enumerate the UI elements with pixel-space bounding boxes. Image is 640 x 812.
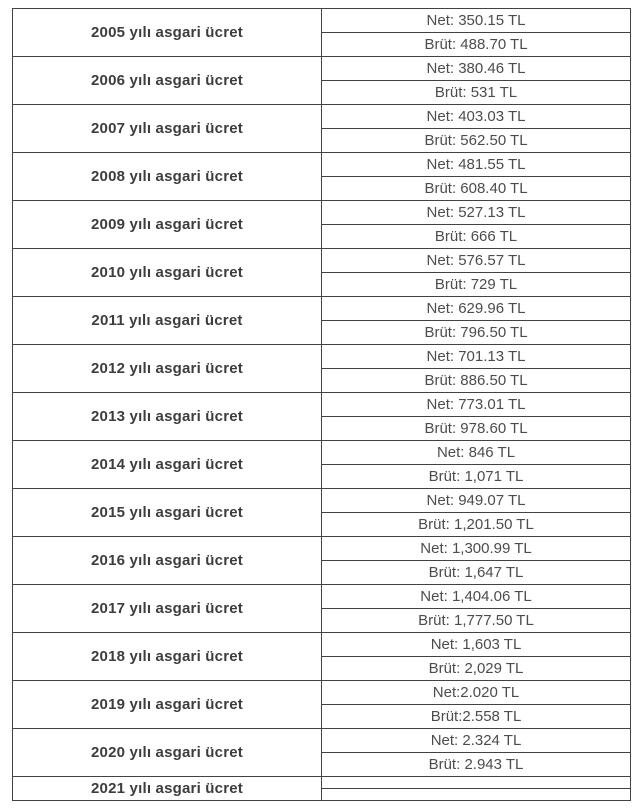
brut-value: Brüt: 729 TL [322,273,631,297]
net-value: Net: 403.03 TL [322,105,631,129]
minimum-wage-table [12,8,631,801]
year-label: 2010 yılı asgari ücret [13,249,322,297]
year-block-2008 [13,153,631,201]
year-block-2012 [13,345,631,393]
net-value: Net: 576.57 TL [322,249,631,273]
year-block-2021 [13,777,631,801]
net-value: Net: 773.01 TL [322,393,631,417]
brut-value: Brüt: 531 TL [322,81,631,105]
year-block-2011 [13,297,631,345]
net-value: Net: 949.07 TL [322,489,631,513]
brut-value: Brüt: 608.40 TL [322,177,631,201]
year-block-2014 [13,441,631,489]
net-value [322,777,631,789]
year-label: 2019 yılı asgari ücret [13,681,322,729]
year-block-2013 [13,393,631,441]
year-label: 2015 yılı asgari ücret [13,489,322,537]
brut-value: Brüt: 886.50 TL [322,369,631,393]
net-value: Net: 481.55 TL [322,153,631,177]
year-block-2019 [13,681,631,729]
net-value: Net: 1,603 TL [322,633,631,657]
year-block-2010 [13,249,631,297]
year-label: 2020 yılı asgari ücret [13,729,322,777]
brut-value [322,789,631,801]
net-value: Net: 629.96 TL [322,297,631,321]
year-block-2006 [13,57,631,105]
year-label: 2009 yılı asgari ücret [13,201,322,249]
net-value: Net: 846 TL [322,441,631,465]
year-block-2015 [13,489,631,537]
brut-value: Brüt: 796.50 TL [322,321,631,345]
year-block-2017 [13,585,631,633]
net-value: Net: 2.324 TL [322,729,631,753]
brut-value: Brüt: 2,029 TL [322,657,631,681]
year-block-2009 [13,201,631,249]
year-label: 2008 yılı asgari ücret [13,153,322,201]
net-value: Net: 1,300.99 TL [322,537,631,561]
brut-value: Brüt: 978.60 TL [322,417,631,441]
year-block-2016 [13,537,631,585]
brut-value: Brüt: 1,071 TL [322,465,631,489]
net-value: Net: 1,404.06 TL [322,585,631,609]
brut-value: Brüt: 488.70 TL [322,33,631,57]
year-block-2007 [13,105,631,153]
year-label: 2007 yılı asgari ücret [13,105,322,153]
year-label: 2011 yılı asgari ücret [13,297,322,345]
brut-value: Brüt: 666 TL [322,225,631,249]
net-value: Net: 350.15 TL [322,9,631,33]
year-label: 2021 yılı asgari ücret [13,777,322,801]
year-label: 2006 yılı asgari ücret [13,57,322,105]
wage-table [12,8,631,801]
year-label: 2018 yılı asgari ücret [13,633,322,681]
year-label: 2012 yılı asgari ücret [13,345,322,393]
year-label: 2014 yılı asgari ücret [13,441,322,489]
brut-value: Brüt: 1,647 TL [322,561,631,585]
year-label: 2013 yılı asgari ücret [13,393,322,441]
year-label: 2017 yılı asgari ücret [13,585,322,633]
year-block-2005 [13,9,631,57]
year-block-2020 [13,729,631,777]
year-label: 2016 yılı asgari ücret [13,537,322,585]
net-value: Net: 380.46 TL [322,57,631,81]
year-label: 2005 yılı asgari ücret [13,9,322,57]
year-block-2018 [13,633,631,681]
brut-value: Brüt: 1,777.50 TL [322,609,631,633]
net-value: Net: 701.13 TL [322,345,631,369]
brut-value: Brüt: 2.943 TL [322,753,631,777]
brut-value: Brüt: 1,201.50 TL [322,513,631,537]
brut-value: Brüt: 562.50 TL [322,129,631,153]
net-value: Net: 527.13 TL [322,201,631,225]
brut-value: Brüt:2.558 TL [322,705,631,729]
net-value: Net:2.020 TL [322,681,631,705]
